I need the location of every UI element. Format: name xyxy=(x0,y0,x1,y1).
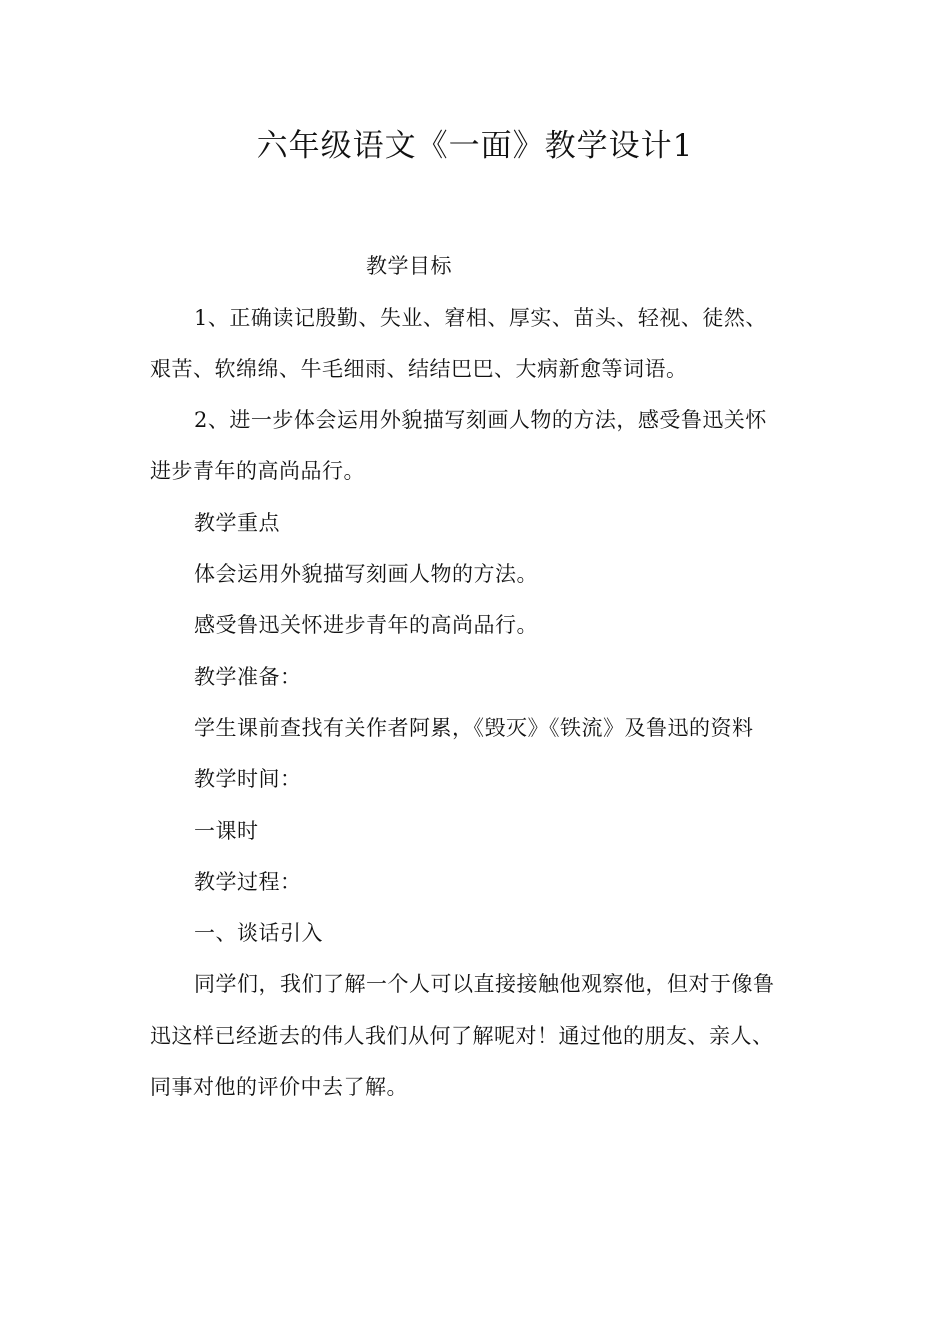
document-title: 六年级语文《一面》教学设计1 xyxy=(256,128,694,164)
paragraph-line: 同学们，我们了解一个人可以直接接触他观察他，但对于像鲁 xyxy=(194,972,775,996)
paragraph-line: 1、正确读记殷勤、失业、窘相、厚实、苗头、轻视、徒然、 xyxy=(194,306,767,330)
paragraph-line: 一课时 xyxy=(194,819,259,843)
section-heading-preparation: 教学准备： xyxy=(194,665,302,689)
section-heading-objectives: 教学目标 xyxy=(366,254,452,278)
paragraph-line: 同事对他的评价中去了解。 xyxy=(150,1075,408,1099)
paragraph-line: 感受鲁迅关怀进步青年的高尚品行。 xyxy=(194,613,538,637)
section-heading-time: 教学时间： xyxy=(194,767,302,791)
paragraph-line: 进步青年的高尚品行。 xyxy=(150,459,365,483)
paragraph-line: 艰苦、软绵绵、牛毛细雨、结结巴巴、大病新愈等词语。 xyxy=(150,357,688,381)
section-heading-key-points: 教学重点 xyxy=(194,511,280,535)
paragraph-line: 体会运用外貌描写刻画人物的方法。 xyxy=(194,562,538,586)
paragraph-line: 学生课前查找有关作者阿累，《毁灭》《铁流》及鲁迅的资料 xyxy=(194,716,754,740)
paragraph-line: 迅这样已经逝去的伟人我们从何了解呢对！通过他的朋友、亲人、 xyxy=(150,1024,774,1048)
paragraph-line: 2、进一步体会运用外貌描写刻画人物的方法，感受鲁迅关怀 xyxy=(194,408,767,432)
section-heading-process: 教学过程： xyxy=(194,870,302,894)
subsection-heading: 一、谈话引入 xyxy=(194,921,323,945)
